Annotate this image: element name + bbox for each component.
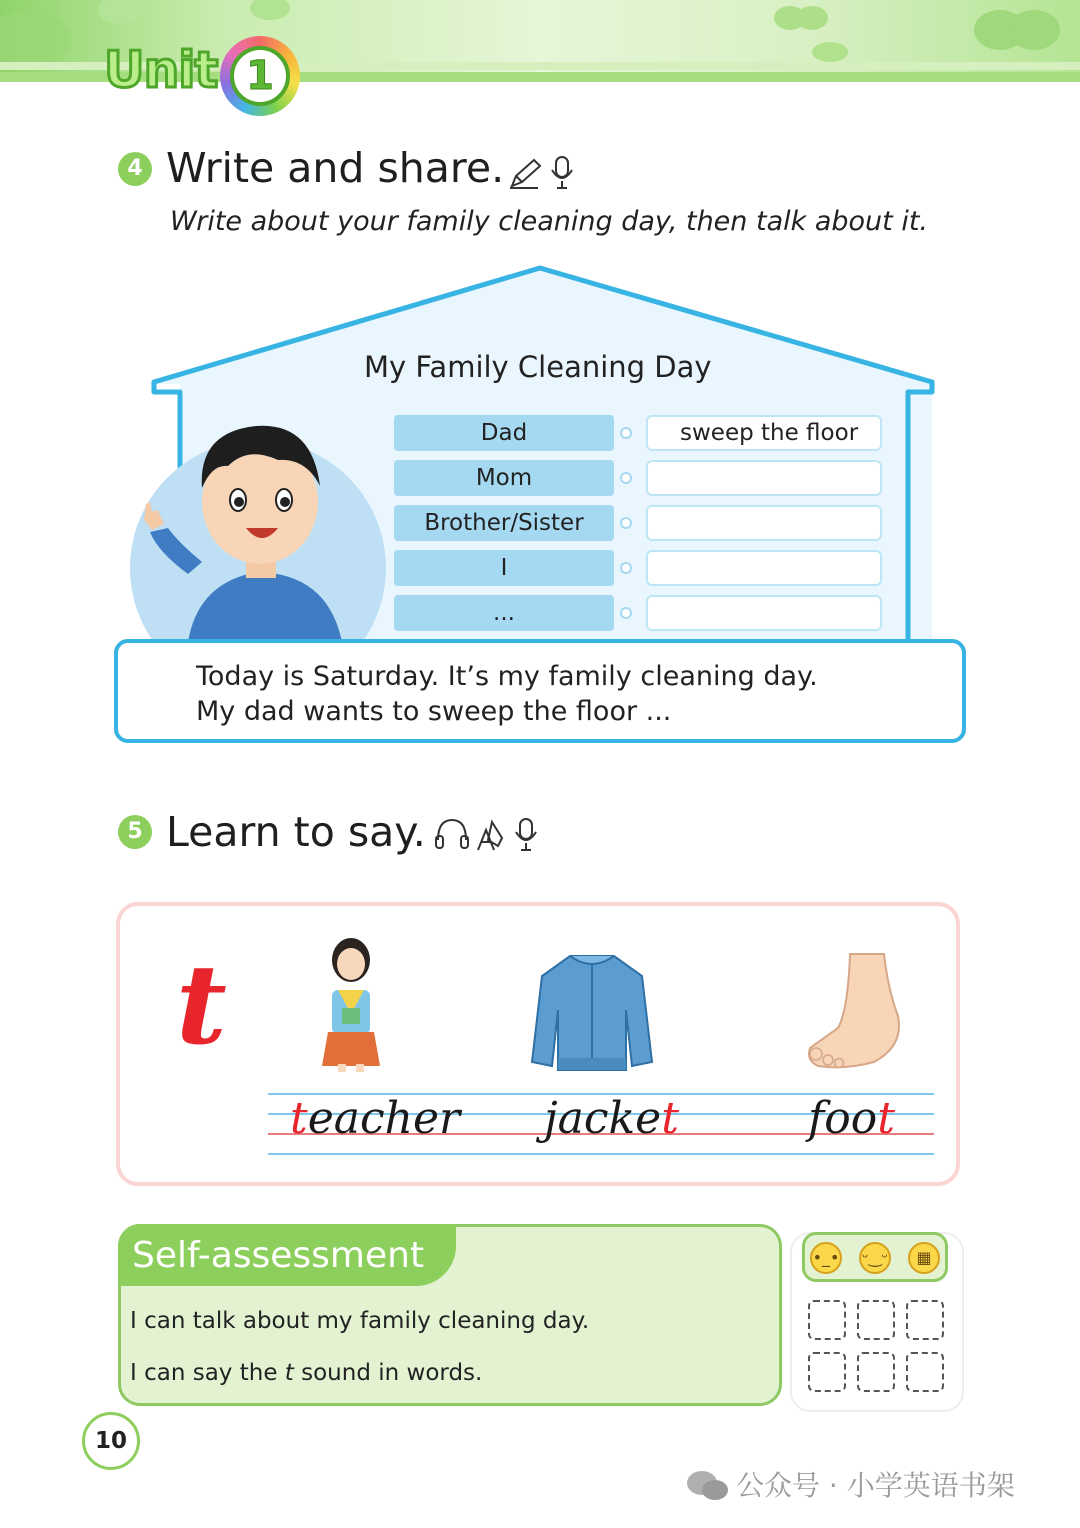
task-answer-field[interactable] — [646, 505, 882, 541]
teacher-picture — [314, 934, 388, 1074]
leaf-shape — [812, 42, 848, 62]
item-text: I can say the — [130, 1360, 285, 1386]
word-jacket — [544, 1089, 679, 1149]
foot-picture — [804, 950, 904, 1074]
unit-number: 1 — [246, 53, 274, 99]
boy-illustration — [128, 402, 392, 642]
connector-dot — [620, 517, 632, 529]
word-part: eacher — [307, 1093, 461, 1144]
task-answer-field[interactable] — [646, 460, 882, 496]
unit-label: Unit — [104, 41, 218, 99]
grin-face-icon: ▦ — [908, 1242, 940, 1274]
task-answer-field[interactable] — [646, 550, 882, 586]
rating-checkbox[interactable] — [808, 1300, 846, 1340]
connector-dot — [620, 472, 632, 484]
boy-head — [202, 426, 320, 564]
pointing-icon — [478, 822, 502, 850]
smile-face-icon: ᵕ‿ᵕ — [859, 1242, 891, 1274]
jacket-picture — [530, 950, 654, 1076]
self-assessment-item — [130, 1358, 482, 1388]
family-member-cell: Brother/Sister — [394, 505, 614, 541]
leaf-shape — [98, 0, 142, 24]
headphones-icon — [436, 820, 468, 848]
item-text: sound in words. — [293, 1360, 483, 1386]
section-4-number: 4 — [118, 152, 152, 186]
section-4-instruction: Write about your family cleaning day, then talk about it. — [170, 206, 928, 237]
word-highlight: t — [661, 1093, 679, 1144]
wechat-icon — [686, 1468, 730, 1504]
microphone-icon — [516, 819, 536, 850]
self-assessment-title: Self-assessment — [132, 1235, 425, 1276]
section-4-icons — [508, 154, 580, 192]
rating-checkbox[interactable] — [857, 1352, 895, 1392]
butterfly-icon — [974, 10, 1060, 50]
word-teacher — [290, 1089, 460, 1149]
family-member-cell: I — [394, 550, 614, 586]
rating-checkbox[interactable] — [808, 1352, 846, 1392]
word-highlight: t — [877, 1093, 895, 1144]
family-member-cell: ... — [394, 595, 614, 631]
connector-dot — [620, 607, 632, 619]
section-5-title: Learn to say. — [166, 808, 426, 856]
family-member-cell: Dad — [394, 415, 614, 451]
task-answer-field[interactable] — [646, 595, 882, 631]
self-assessment-item — [130, 1306, 589, 1336]
word-part: foo — [808, 1093, 878, 1144]
section-5-number: 5 — [118, 815, 152, 849]
target-letter: t — [176, 940, 227, 1069]
page-number: 10 — [82, 1412, 140, 1470]
family-member-cell: Mom — [394, 460, 614, 496]
connector-dot — [620, 562, 632, 574]
pencil-icon — [510, 160, 540, 188]
section-5-icons — [434, 816, 546, 854]
word-part: jacke — [544, 1093, 662, 1144]
butterfly-icon — [774, 6, 828, 30]
story-line: Today is Saturday. It’s my family cleaning day. — [196, 661, 818, 692]
word-foot — [808, 1089, 895, 1149]
task-answer-field[interactable]: sweep the floor — [646, 415, 882, 451]
story-line: My dad wants to sweep the floor ... — [196, 696, 672, 727]
watermark: 公众号 · 小学英语书架 — [736, 1469, 1015, 1502]
rating-checkbox[interactable] — [857, 1300, 895, 1340]
item-letter: t — [284, 1360, 294, 1386]
rating-checkbox[interactable] — [906, 1300, 944, 1340]
rating-checkbox[interactable] — [906, 1352, 944, 1392]
leaf-shape — [0, 10, 72, 70]
connector-dot — [620, 427, 632, 439]
leaf-shape — [250, 0, 290, 20]
neutral-face-icon: •_• — [810, 1242, 842, 1274]
item-text: I can talk about my family cleaning day. — [130, 1308, 590, 1334]
section-4-title: Write and share. — [166, 144, 505, 192]
word-highlight: t — [290, 1093, 308, 1144]
house-title: My Family Cleaning Day — [364, 350, 712, 384]
microphone-icon — [552, 157, 572, 188]
